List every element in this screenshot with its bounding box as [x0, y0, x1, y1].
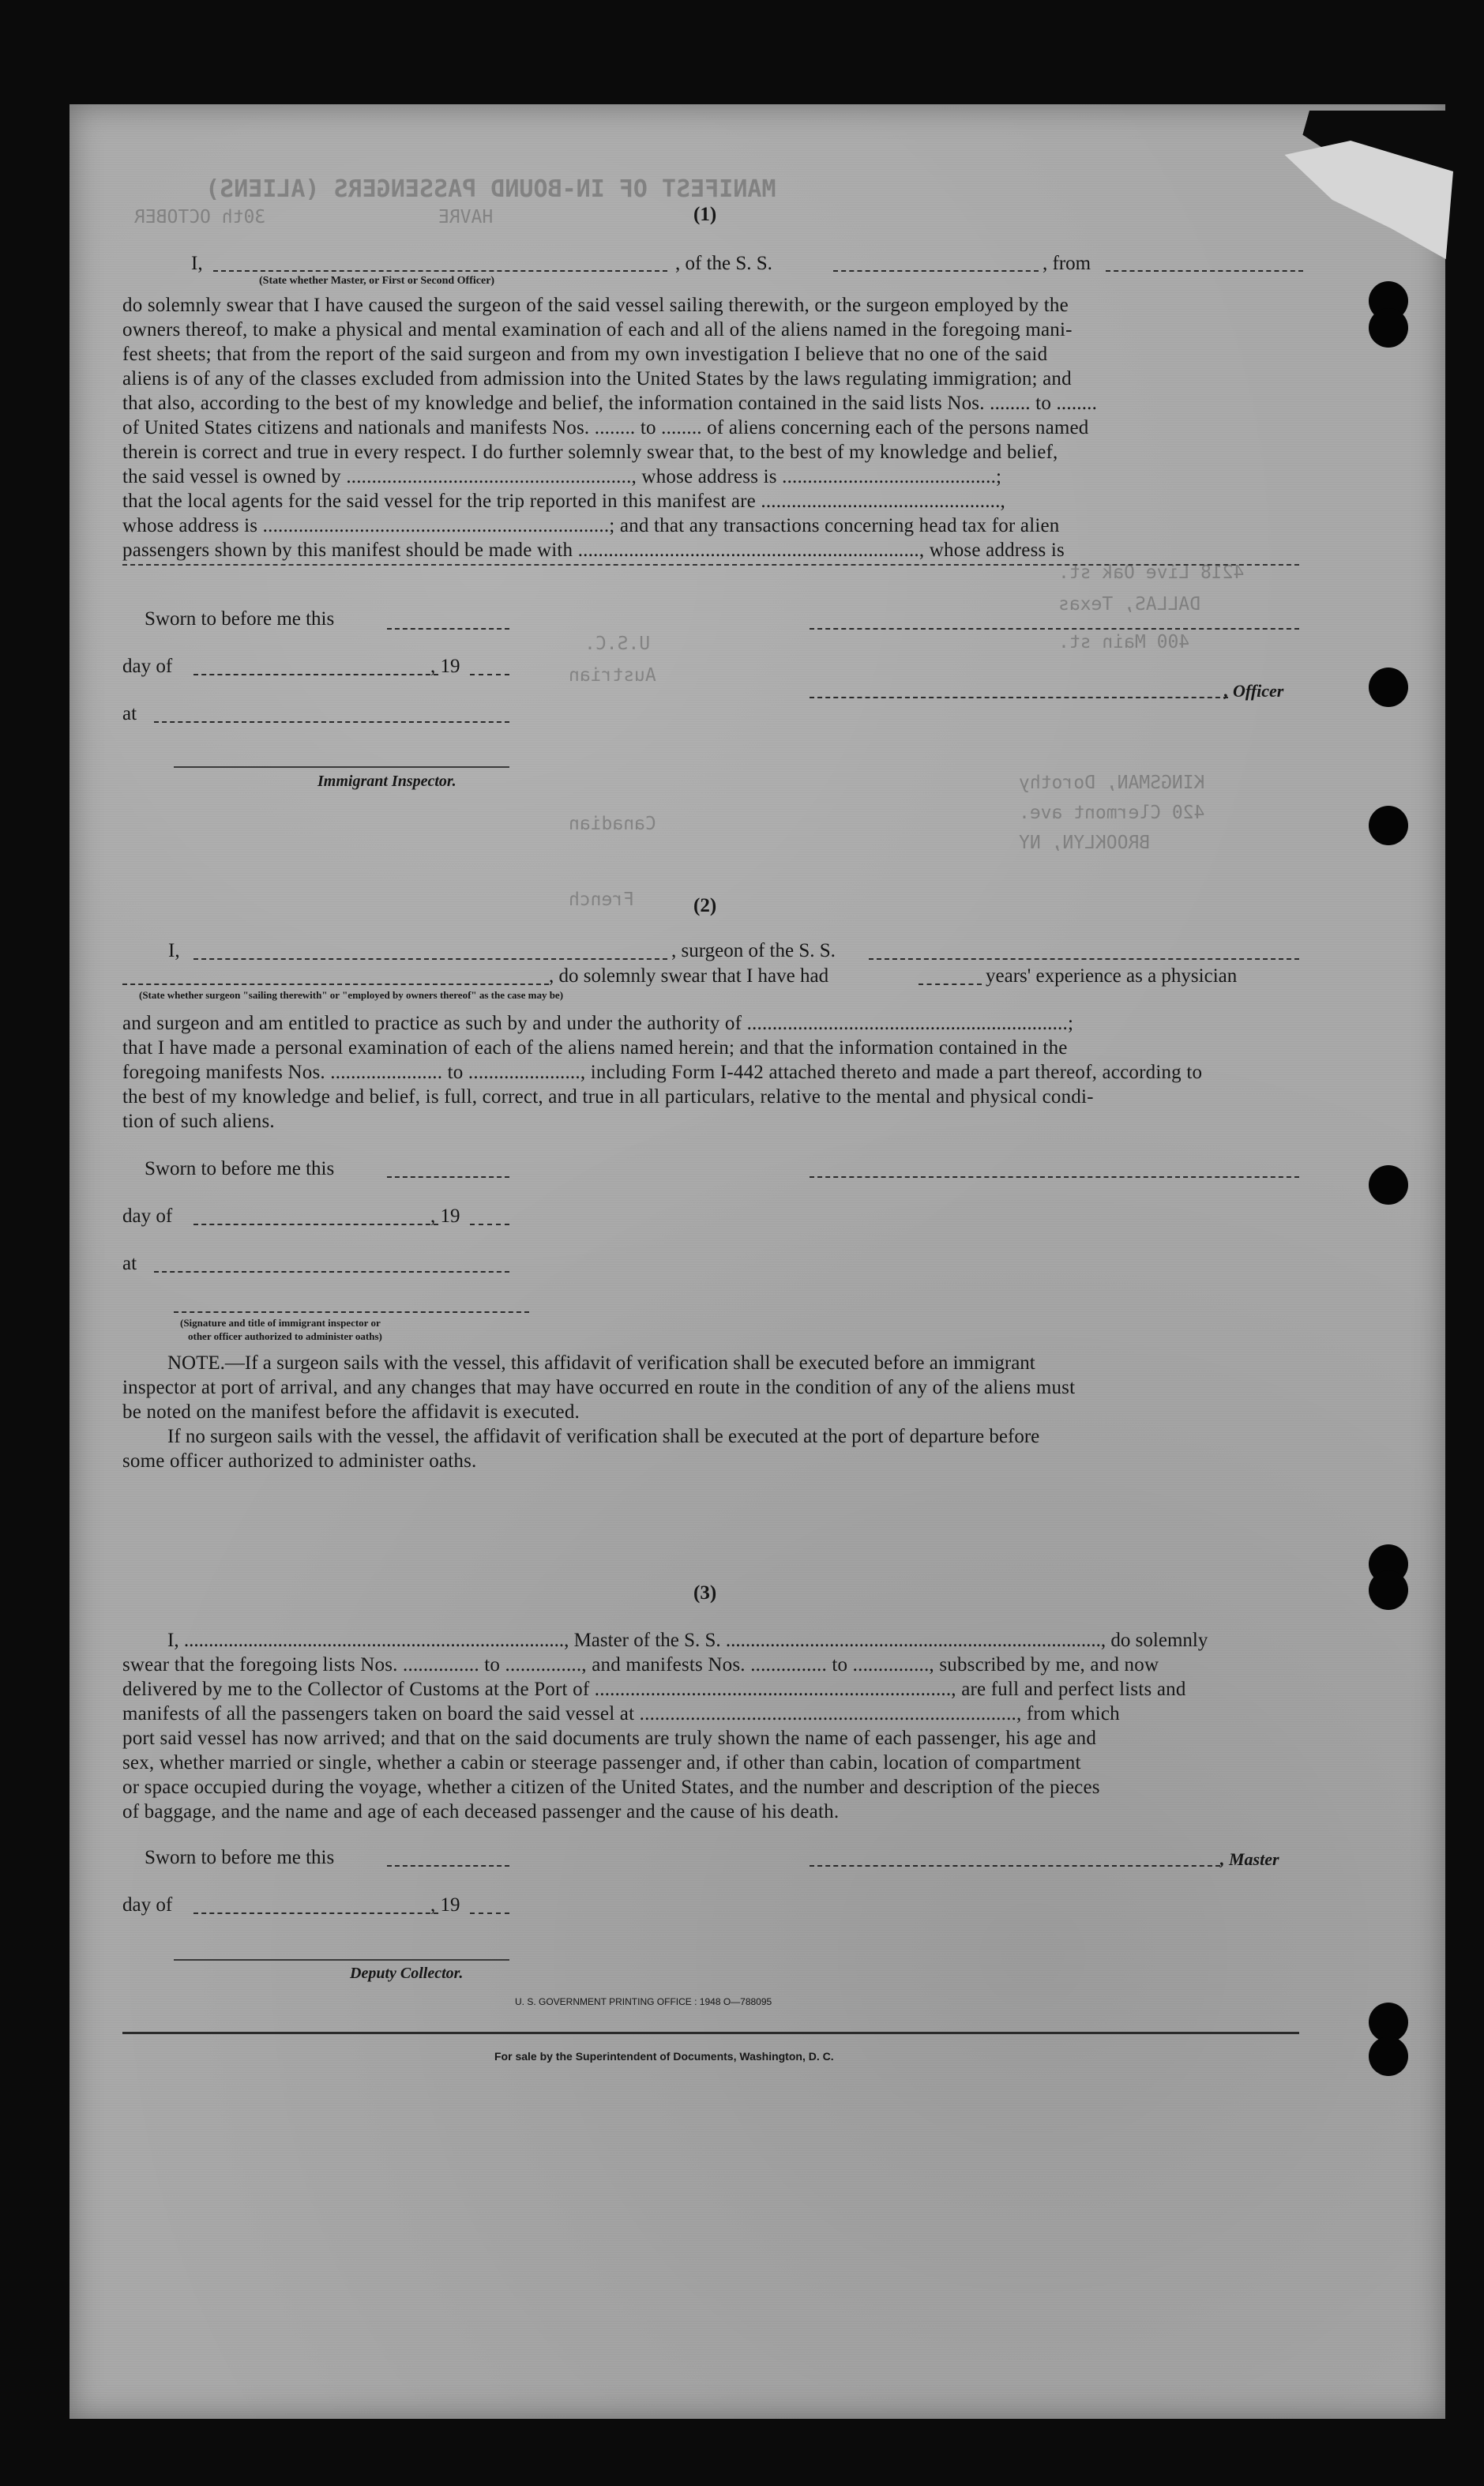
bleed-through-date: 30th OCTOBER: [134, 207, 266, 228]
bleed-through-text: French: [569, 889, 635, 910]
s2-text-line: foregoing manifests Nos. ...................... to ......................, including Form I-442 attached thereto and made a part thereof, according to: [122, 1062, 1203, 1083]
s2-at: at: [122, 1253, 137, 1274]
s1-at: at: [122, 703, 137, 724]
s1-text-line: owners thereof, to make a physical and mental examination of each and all of the aliens named in the foregoing mani-: [122, 319, 1073, 340]
bleed-through-text: Canadian: [569, 814, 656, 834]
section-1-number: (1): [693, 204, 717, 225]
s1-text-line: therein is correct and true in every respect. I do further solemnly swear that, to the best of my knowledge and belief,: [122, 442, 1058, 463]
s2-signature-line: [174, 1311, 529, 1313]
s2-vessel-blank: [869, 958, 1299, 960]
s2-sig-note-2: other officer authorized to administer oaths): [188, 1330, 382, 1342]
s1-text-line: do solemnly swear that I have caused the surgeon of the said vessel sailing therewith, or the surgeon employed by the: [122, 295, 1069, 316]
bleed-through-port: HAVRE: [438, 207, 494, 228]
s2-year-blank: [470, 1224, 509, 1225]
s1-sworn: Sworn to before me this: [145, 608, 335, 630]
s2-text-line: that I have made a personal examination of each of the aliens named herein; and that the information contained in the: [122, 1037, 1068, 1059]
s2-surgeon-type-blank: [122, 983, 549, 985]
s2-day-blank: [193, 1224, 438, 1225]
bleed-through-text: 400 Main st.: [1058, 632, 1190, 653]
s3-text-line: I, ............................................................................., Master of the S. S. ............................................................................, do solemnly: [167, 1630, 1208, 1651]
s3-sworn-blank: [387, 1865, 509, 1867]
s3-master-sign-line: [810, 1865, 1220, 1867]
s1-top-sign-line: [810, 628, 1299, 630]
s1-lead-from: , from: [1043, 253, 1091, 274]
s2-note-line: If no surgeon sails with the vessel, the affidavit of verification shall be executed at the port of departure before: [167, 1426, 1040, 1447]
s3-day-blank: [193, 1912, 438, 1914]
s2-year: , 19: [430, 1205, 460, 1227]
footer-rule: [122, 2032, 1299, 2034]
s3-text-line: delivered by me to the Collector of Customs at the Port of ......................................................................, are full and perfect lists and: [122, 1679, 1186, 1700]
s2-name-blank: [193, 958, 667, 960]
s1-vessel-blank: [833, 270, 1039, 272]
s1-text-line: aliens is of any of the classes excluded from admission into the United States by the laws regulating immigration; and: [122, 368, 1072, 389]
s1-text-line: that also, according to the best of my knowledge and belief, the information contained in the said lists Nos. ........ to ........: [122, 393, 1098, 414]
s2-at-blank: [154, 1271, 509, 1273]
s1-at-blank: [154, 721, 509, 723]
s1-text-line: the said vessel is owned by ........................................................, whose address is ..........................................;: [122, 466, 1002, 487]
s2-text-line: the best of my knowledge and belief, is full, correct, and true in all particulars, relative to the mental and physical condi-: [122, 1086, 1094, 1108]
bleed-through-text: BROOKLYN, NY: [1019, 833, 1151, 853]
punch-hole: [1369, 1570, 1408, 1610]
s1-address-rule: [122, 564, 1299, 566]
bleed-through-text: 4218 Live Oak st.: [1058, 562, 1245, 583]
punch-hole: [1369, 308, 1408, 348]
s3-sworn: Sworn to before me this: [145, 1847, 335, 1868]
s1-year: , 19: [430, 656, 460, 677]
s1-lead-i: I,: [191, 253, 203, 274]
s1-officer-blank: [213, 270, 667, 272]
s3-text-line: manifests of all the passengers taken on board the said vessel at .........................................................................., from which: [122, 1703, 1120, 1724]
s2-note-line: be noted on the manifest before the affidavit is executed.: [122, 1401, 580, 1423]
s1-text-line: passengers shown by this manifest should be made with ..................................................................., whose address is: [122, 540, 1065, 561]
punch-hole: [1369, 668, 1408, 707]
s2-text-line: tion of such aliens.: [122, 1111, 275, 1132]
s1-officer-note: (State whether Master, or First or Second Officer): [259, 275, 495, 287]
for-sale-imprint: For sale by the Superintendent of Documents, Washington, D. C.: [494, 2050, 834, 2063]
s3-day-of: day of: [122, 1894, 173, 1916]
s1-officer-sign-line: [810, 697, 1228, 698]
s3-text-line: sex, whether married or single, whether a cabin or steerage passenger and, if other than cabin, location of compartment: [122, 1752, 1081, 1773]
punch-hole: [1369, 2037, 1408, 2076]
s2-note-line: inspector at port of arrival, and any changes that may have occurred en route in the condition of any of the aliens must: [122, 1377, 1076, 1398]
s1-inspector-line: [174, 766, 509, 768]
s2-text-line: and surgeon and am entitled to practice as such by and under the authority of ...............................................................;: [122, 1013, 1074, 1034]
s2-lead-i: I,: [168, 940, 180, 961]
s2-sworn-blank: [387, 1176, 509, 1178]
s3-master-label: , Master: [1220, 1849, 1279, 1869]
s2-sig-note-1: (Signature and title of immigrant inspector or: [180, 1317, 381, 1329]
bleed-through-title: MANIFEST OF IN-BOUND PASSENGERS (ALIENS): [205, 175, 776, 203]
s1-sworn-blank: [387, 628, 509, 630]
s2-surgeon-of: , surgeon of the S. S.: [671, 940, 836, 961]
s1-text-line: that the local agents for the said vessel for the trip reported in this manifest are ...............................................,: [122, 491, 1006, 512]
punch-hole: [1369, 1165, 1408, 1205]
s2-surgeon-sign-line: [810, 1176, 1299, 1178]
s1-day-of: day of: [122, 656, 173, 677]
s3-year: , 19: [430, 1894, 460, 1916]
s1-inspector-label: Immigrant Inspector.: [317, 773, 456, 790]
s2-surgeon-note: (State whether surgeon "sailing therewith" or "employed by owners thereof" as the case may be): [139, 989, 564, 1001]
bleed-through-text: Austrian: [569, 665, 656, 686]
s2-swear: , do solemnly swear that I have had: [549, 965, 829, 987]
s1-day-blank: [193, 674, 438, 675]
bleed-through-text: KINGSMAN, Dorothy: [1019, 773, 1205, 793]
section-2-number: (2): [693, 895, 717, 916]
s2-years-blank: [919, 983, 982, 985]
s3-text-line: swear that the foregoing lists Nos. ............... to ..............., and manifests Nos. ............... to ..............., subscribed by me, and now: [122, 1654, 1159, 1676]
s1-year-blank: [470, 674, 509, 675]
s1-lead-ofss: , of the S. S.: [675, 253, 772, 274]
s1-from-blank: [1106, 270, 1303, 272]
s2-note-line: NOTE.—If a surgeon sails with the vessel, this affidavit of verification shall be executed before an immigrant: [167, 1352, 1035, 1374]
section-3-number: (3): [693, 1582, 717, 1604]
s1-text-line: of United States citizens and nationals and manifests Nos. ........ to ........ of aliens concerning each of the persons named: [122, 417, 1089, 438]
s2-sworn: Sworn to before me this: [145, 1158, 335, 1179]
s1-text-line: fest sheets; that from the report of the said surgeon and from my own investigation I believe that no one of the said: [122, 344, 1048, 365]
s1-text-line: whose address is ....................................................................; and that any transactions concerning head tax for alien: [122, 515, 1060, 536]
punch-hole: [1369, 806, 1408, 845]
s3-year-blank: [470, 1912, 509, 1914]
s3-text-line: port said vessel has now arrived; and that on the said documents are truly shown the name of each passenger, his age and: [122, 1728, 1097, 1749]
bleed-through-text: U.S.C.: [584, 634, 651, 654]
s3-collector-label: Deputy Collector.: [350, 1965, 464, 1982]
bleed-through-text: DALLAS, Texas: [1058, 594, 1201, 615]
s2-day-of: day of: [122, 1205, 173, 1227]
bleed-through-text: 420 Clermont ave.: [1019, 803, 1205, 823]
s3-collector-line: [174, 1959, 509, 1961]
s3-text-line: or space occupied during the voyage, whether a citizen of the United States, and the number and description of the pieces: [122, 1777, 1100, 1798]
s2-note-line: some officer authorized to administer oaths.: [122, 1450, 477, 1472]
s3-text-line: of baggage, and the name and age of each deceased passenger and the cause of his death.: [122, 1801, 840, 1822]
s1-officer-label: , Officer: [1224, 681, 1284, 701]
printing-office-imprint: U. S. GOVERNMENT PRINTING OFFICE : 1948 O—788095: [515, 1996, 772, 2007]
s2-years: years' experience as a physician: [986, 965, 1238, 987]
